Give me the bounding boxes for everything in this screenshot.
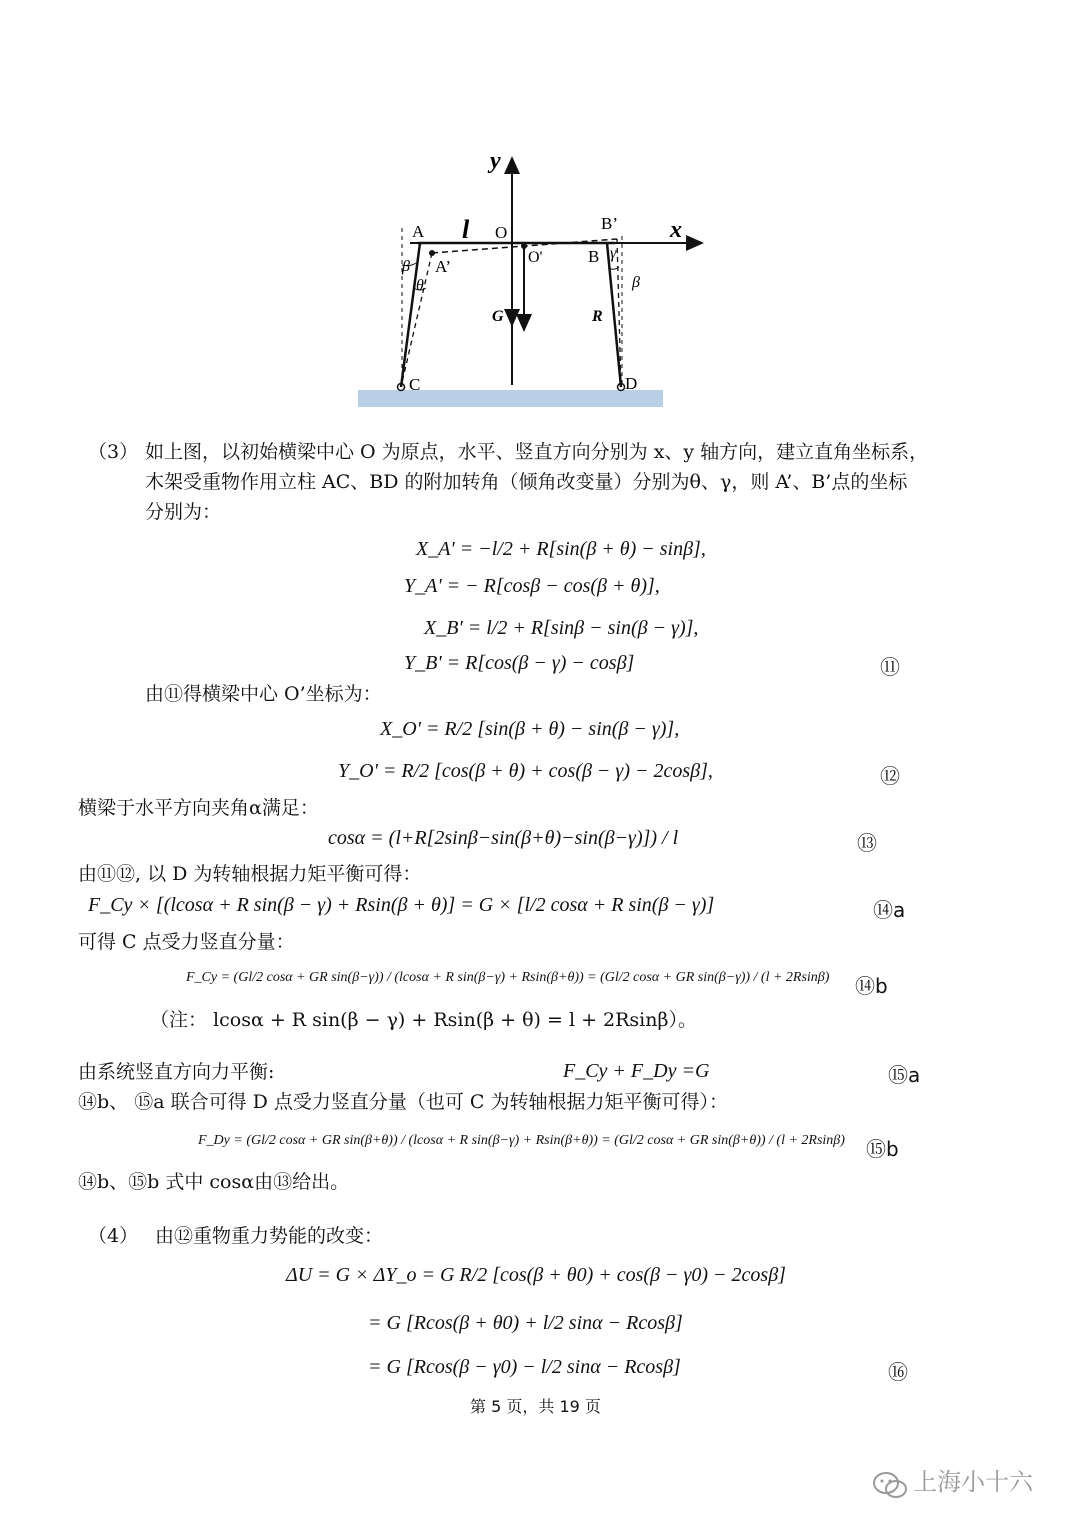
note-identity: （注： lcosα + R sin(β − γ) + Rsin(β + θ) = l + 2Rsinβ）。	[150, 1009, 697, 1031]
tag-15a: ⑮a	[888, 1063, 921, 1087]
equation-16-line1: ΔU = G × ΔY_o = G R/2 [cos(β + θ0) + cos(β − γ0) − 2cosβ]	[286, 1264, 786, 1286]
equation-16-line3: = G [Rcos(β − γ0) − l/2 sinα − Rcosβ]	[368, 1356, 681, 1378]
equation-yb: Y_B' = R[cos(β − γ) − cosβ]	[404, 652, 635, 674]
wechat-icon	[872, 1471, 908, 1501]
label-r: R	[592, 308, 603, 325]
label-y: y	[490, 148, 501, 174]
equation-xa: X_A' = −l/2 + R[sin(β + θ) − sinβ],	[416, 538, 706, 560]
tag-14a: ⑭a	[873, 898, 906, 922]
text-moment: 由⑪⑫, 以 D 为转轴根据力矩平衡可得：	[78, 863, 422, 885]
part3-intro-line2: 木架受重物作用立柱 AC、BD 的附加转角（倾角改变量）分别为θ、γ，则 A’、B’点的坐标	[145, 471, 908, 493]
label-b: B	[588, 247, 600, 266]
page-footer: 第 5 页，共 19 页	[470, 1397, 601, 1416]
label-a-prime: A’	[435, 257, 452, 276]
equation-xb: X_B' = l/2 + R[sinβ − sin(β − γ)],	[424, 617, 699, 639]
equation-14b: F_Cy = (Gl/2 cosα + GR sin(β−γ)) / (lcosα + R sin(β−γ) + Rsin(β+θ)) = (Gl/2 cosα + GR sin(β−γ)) / (l + 2Rsinβ)	[186, 970, 830, 985]
part3-intro-line3: 分别为：	[145, 501, 222, 523]
text-o-coords: 由⑪得横梁中心 O’坐标为：	[145, 683, 382, 705]
label-beta-right: β	[632, 274, 640, 291]
equation-cos-alpha: cosα = (l+R[2sinβ−sin(β+θ)−sin(β−γ)]) / l	[328, 827, 679, 849]
equation-14a: F_Cy × [(lcosα + R sin(β − γ) + Rsin(β + θ)] = G × [l/2 cosα + R sin(β − γ)]	[88, 894, 715, 916]
equation-15b: F_Dy = (Gl/2 cosα + GR sin(β+θ)) / (lcosα + R sin(β−γ) + Rsin(β+θ)) = (Gl/2 cosα + GR sin(β+θ)) / (l + 2Rsinβ)	[198, 1133, 845, 1148]
label-o-prime: O'	[528, 249, 543, 266]
point-o-prime	[521, 243, 527, 249]
label-x: x	[670, 217, 682, 243]
part4-number: （4）	[88, 1225, 139, 1247]
part4-intro: 由⑫重物重力势能的改变：	[155, 1225, 384, 1247]
label-l: l	[462, 215, 470, 244]
tag-15b: ⑮b	[866, 1137, 899, 1161]
label-gamma: γ	[610, 245, 617, 262]
equation-16-line2: = G [Rcos(β + θ0) + l/2 sinα − Rcosβ]	[368, 1312, 683, 1334]
label-theta: θ	[416, 277, 424, 294]
tag-16: ⑯	[888, 1360, 908, 1384]
watermark	[872, 1462, 1033, 1501]
text-cos-source: ⑭b、⑮b 式中 cosα由⑬给出。	[78, 1171, 350, 1193]
watermark-text: 上海小十六	[913, 1468, 1034, 1496]
point-a-prime	[429, 250, 435, 256]
label-b-prime: B’	[601, 214, 618, 233]
tag-14b: ⑭b	[855, 974, 888, 998]
tag-13: ⑬	[857, 831, 877, 855]
label-o: O	[495, 223, 508, 242]
equation-ya: Y_A' = − R[cosβ − cos(β + θ)],	[404, 575, 660, 597]
equation-15a: F_Cy + F_Dy =G	[563, 1060, 710, 1082]
part3-number: （3）	[88, 441, 139, 463]
equation-xo: X_O' = R/2 [sin(β + θ) − sin(β − γ)],	[380, 718, 680, 740]
text-c-vertical: 可得 C 点受力竖直分量：	[78, 931, 295, 953]
ground	[358, 390, 663, 407]
label-a: A	[412, 222, 425, 241]
force-diagram	[340, 140, 720, 415]
text-vertical-balance: 由系统竖直方向力平衡:	[78, 1061, 275, 1083]
text-d-vertical: ⑭b、 ⑮a 联合可得 D 点受力竖直分量（也可 C 为转轴根据力矩平衡可得）：	[78, 1091, 729, 1113]
tag-12: ⑫	[880, 764, 900, 788]
label-beta-left: β	[402, 258, 410, 275]
text-alpha: 横梁于水平方向夹角α满足：	[78, 797, 319, 819]
label-c: C	[409, 375, 421, 394]
label-g: G	[492, 308, 504, 325]
label-d: D	[625, 374, 638, 393]
part3-intro-line1: 如上图，以初始横梁中心 O 为原点，水平、竖直方向分别为 x、y 轴方向，建立直角坐标系，	[145, 441, 929, 463]
tag-11: ⑪	[880, 655, 900, 679]
equation-yo: Y_O' = R/2 [cos(β + θ) + cos(β − γ) − 2cosβ],	[338, 760, 713, 782]
